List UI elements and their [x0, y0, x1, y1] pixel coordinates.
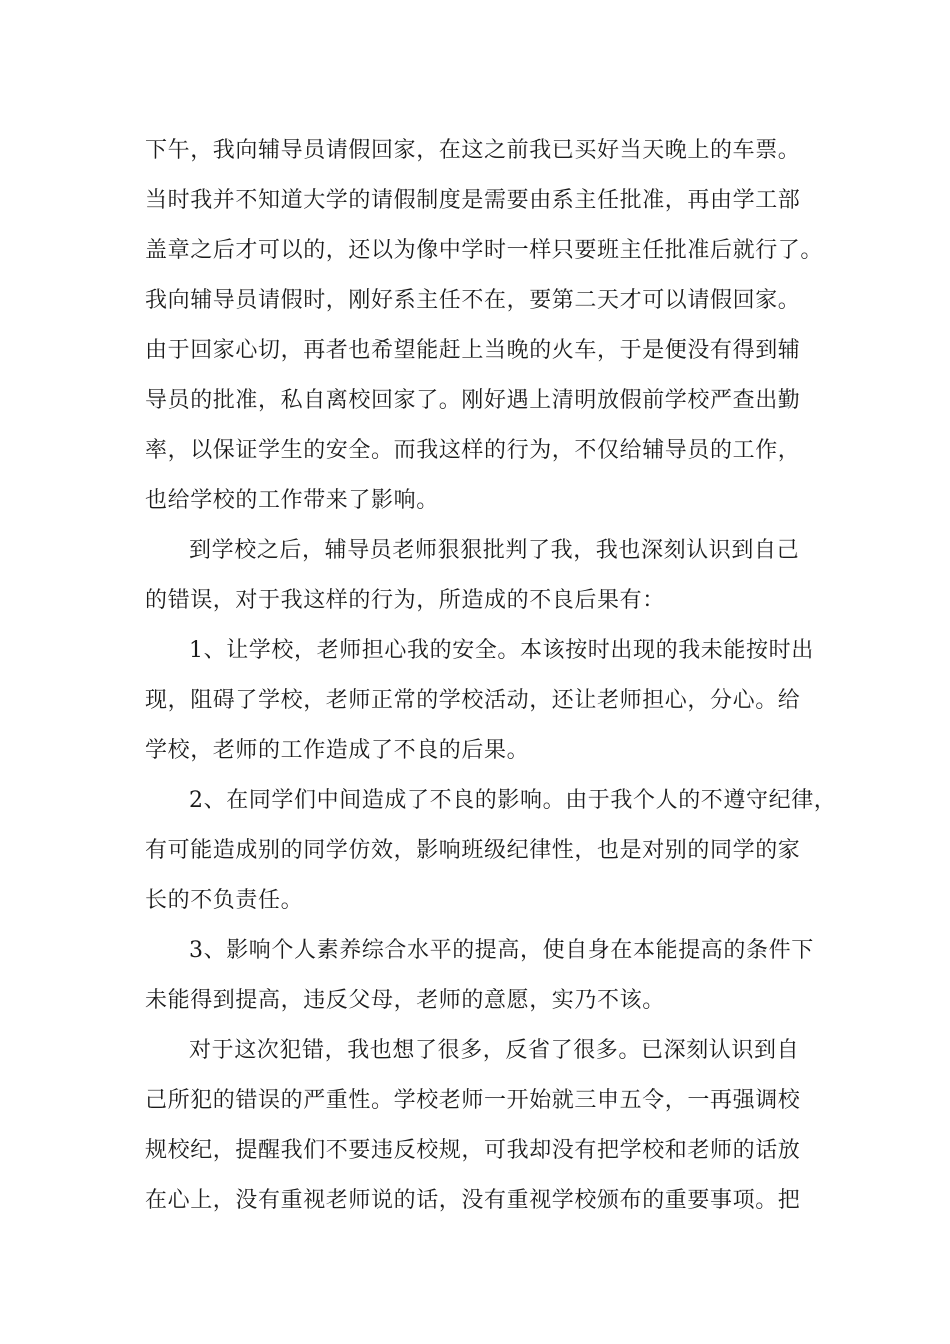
- text-line: 规校纪，提醒我们不要违反校规，可我却没有把学校和老师的话放: [145, 1138, 801, 1163]
- text-line: 也给学校的工作带来了影响。: [145, 488, 439, 513]
- text-line: 盖章之后才可以的，还以为像中学时一样只要班主任批准后就行了。: [145, 238, 824, 263]
- text-line: 我向辅导员请假时，刚好系主任不在，要第二天才可以请假回家。: [145, 288, 801, 313]
- text-line: 导员的批准，私自离校回家了。刚好遇上清明放假前学校严查出勤: [145, 388, 801, 413]
- text-line: 长的不负责任。: [145, 888, 304, 913]
- list-item-2-line: 2、在同学们中间造成了不良的影响。由于我个人的不遵守纪律，: [189, 788, 837, 813]
- text-line: 率，以保证学生的安全。而我这样的行为，不仅给辅导员的工作，: [145, 438, 801, 463]
- text-line: 有可能造成别的同学仿效，影响班级纪律性，也是对别的同学的家: [145, 838, 801, 863]
- text-line: 学校，老师的工作造成了不良的后果。: [145, 738, 530, 763]
- list-item-3-line: 3、影响个人素养综合水平的提高，使自身在本能提高的条件下: [189, 938, 814, 963]
- text-line: 的错误，对于我这样的行为，所造成的不良后果有：: [145, 588, 665, 613]
- text-line: 下午，我向辅导员请假回家，在这之前我已买好当天晚上的车票。: [145, 138, 801, 163]
- text-line: 由于回家心切，再者也希望能赶上当晚的火车，于是便没有得到辅: [145, 338, 801, 363]
- text-line: 当时我并不知道大学的请假制度是需要由系主任批准，再由学工部: [145, 188, 801, 213]
- text-line: 在心上，没有重视老师说的话，没有重视学校颁布的重要事项。把: [145, 1188, 801, 1213]
- list-item-1-line: 1、让学校，老师担心我的安全。本该按时出现的我未能按时出: [189, 638, 814, 663]
- paragraph-start-line: 对于这次犯错，我也想了很多，反省了很多。已深刻认识到自: [189, 1038, 800, 1063]
- text-line: 己所犯的错误的严重性。学校老师一开始就三申五令，一再强调校: [145, 1088, 801, 1113]
- paragraph-start-line: 到学校之后，辅导员老师狠狠批判了我，我也深刻认识到自己: [189, 538, 800, 563]
- text-line: 现，阻碍了学校，老师正常的学校活动，还让老师担心，分心。给: [145, 688, 801, 713]
- text-line: 未能得到提高，违反父母，老师的意愿，实乃不该。: [145, 988, 665, 1013]
